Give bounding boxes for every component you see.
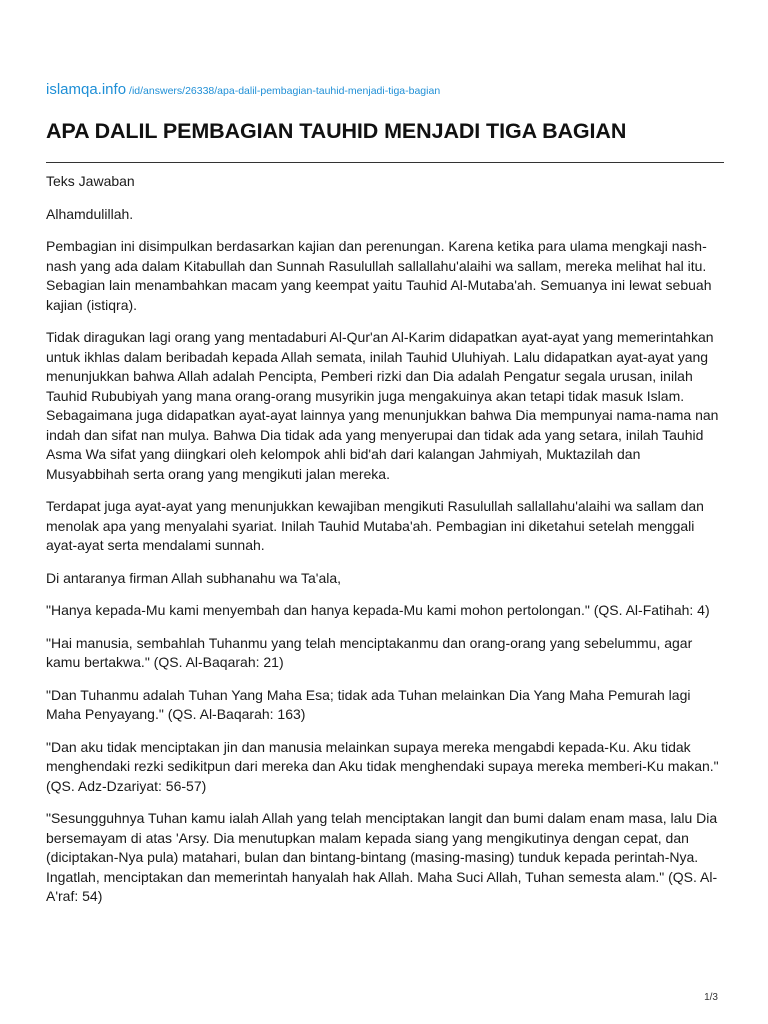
quran-quote: "Sesungguhnya Tuhan kamu ialah Allah yang telah menciptakan langit dan bumi dalam enam masa, lalu Dia bersemayam di atas 'Arsy. Dia menutupkan malam kepada siang yang mengikutinya dengan cepat, dan (diciptakan-Nya pula) matahari, bulan dan bintang-bintang (masing-masing) tunduk kepada perintah-Nya. Ingatlah, menciptakan dan memerintah hanyalah hak Allah. Maha Suci Allah, Tuhan semesta alam." (QS. Al-A'raf: 54) — [46, 810, 718, 904]
quran-quote: "Dan Tuhanmu adalah Tuhan Yang Maha Esa; tidak ada Tuhan melainkan Dia Yang Maha Pemurah lagi Maha Penyayang." (QS. Al-Baqarah: 163) — [46, 686, 691, 722]
opening-paragraph: Alhamdulillah. — [46, 205, 134, 222]
source-path-link[interactable]: /id/answers/26338/apa-dalil-pembagian-tauhid-menjadi-tiga-bagian — [129, 85, 441, 97]
answer-label: Teks Jawaban — [46, 173, 135, 189]
document-page — [46, 0, 724, 1024]
title-divider — [46, 162, 724, 163]
quran-quote: "Hanya kepada-Mu kami menyembah dan hanya kepada-Mu kami mohon pertolongan." (QS. Al-Fatihah: 4) — [46, 602, 710, 618]
article-body — [46, 172, 724, 920]
source-domain-link[interactable]: islamqa.info — [46, 81, 127, 98]
source-url — [46, 81, 440, 100]
quran-quote: "Hai manusia, sembahlah Tuhanmu yang telah menciptakanmu dan orang-orang yang sebelummu, agar kamu bertakwa." (QS. Al-Baqarah: 21) — [46, 634, 693, 670]
page-title: APA DALIL PEMBAGIAN TAUHID MENJADI TIGA BAGIAN — [46, 119, 627, 143]
quran-quote: "Dan aku tidak menciptakan jin dan manusia melainkan supaya mereka mengabdi kepada-Ku. Aku tidak menghendaki rezki sedikitpun dari mereka dan Aku tidak menghendaki supaya mereka memberi-Ku makan." (QS. Adz-Dzariyat: 56-57) — [46, 738, 719, 794]
body-paragraph: Pembagian ini disimpulkan berdasarkan kajian dan perenungan. Karena ketika para ulama mengkaji nash-nash yang ada dalam Kitabullah dan Sunnah Rasulullah sallallahu'alaihi wa sallam, mereka melihat hal itu. Sebagian lain menambahkan macam yang keempat yaitu Tauhid Al-Mutaba'ah. Semuanya ini lewat sebuah kajian (istiqra). — [46, 238, 712, 313]
body-paragraph: Tidak diragukan lagi orang yang mentadaburi Al-Qur'an Al-Karim didapatkan ayat-ayat yang memerintahkan untuk ikhlas dalam beribadah kepada Allah semata, inilah Tauhid Uluhiyah. Lalu didapatkan ayat-ayat yang menunjukkan bahwa Allah adalah Pencipta, Pemberi rizki dan Dia adalah Pengatur segala urusan, inilah Tauhid Rububiyah yang mana orang-orang musyrikin juga mengakuinya akan tetapi tidak masuk Islam. Sebagaimana juga didapatkan ayat-ayat lainnya yang menunjukkan bahwa Dia mempunyai nama-nama nan indah dan sifat nan mulya. Bahwa Dia tidak ada yang menyerupai dan tidak ada yang setara, inilah Tauhid Asma Wa sifat yang diingkari oleh kelompok ahli bid'ah dari kalangan Jahmiyah, Muktazilah dan Musyabbihah serta orang yang mengikuti jalan mereka. — [46, 329, 719, 482]
body-paragraph: Terdapat juga ayat-ayat yang menunjukkan kewajiban mengikuti Rasulullah sallallahu'alaihi wa sallam dan menolak apa yang menyalahi syariat. Inilah Tauhid Mutaba'ah. Pembagian ini diketahui setelah menggali ayat-ayat serta mendalami sunnah. — [46, 498, 704, 553]
page-number: 1/3 — [704, 992, 718, 1003]
body-paragraph: Di antaranya firman Allah subhanahu wa Ta'ala, — [46, 569, 342, 586]
